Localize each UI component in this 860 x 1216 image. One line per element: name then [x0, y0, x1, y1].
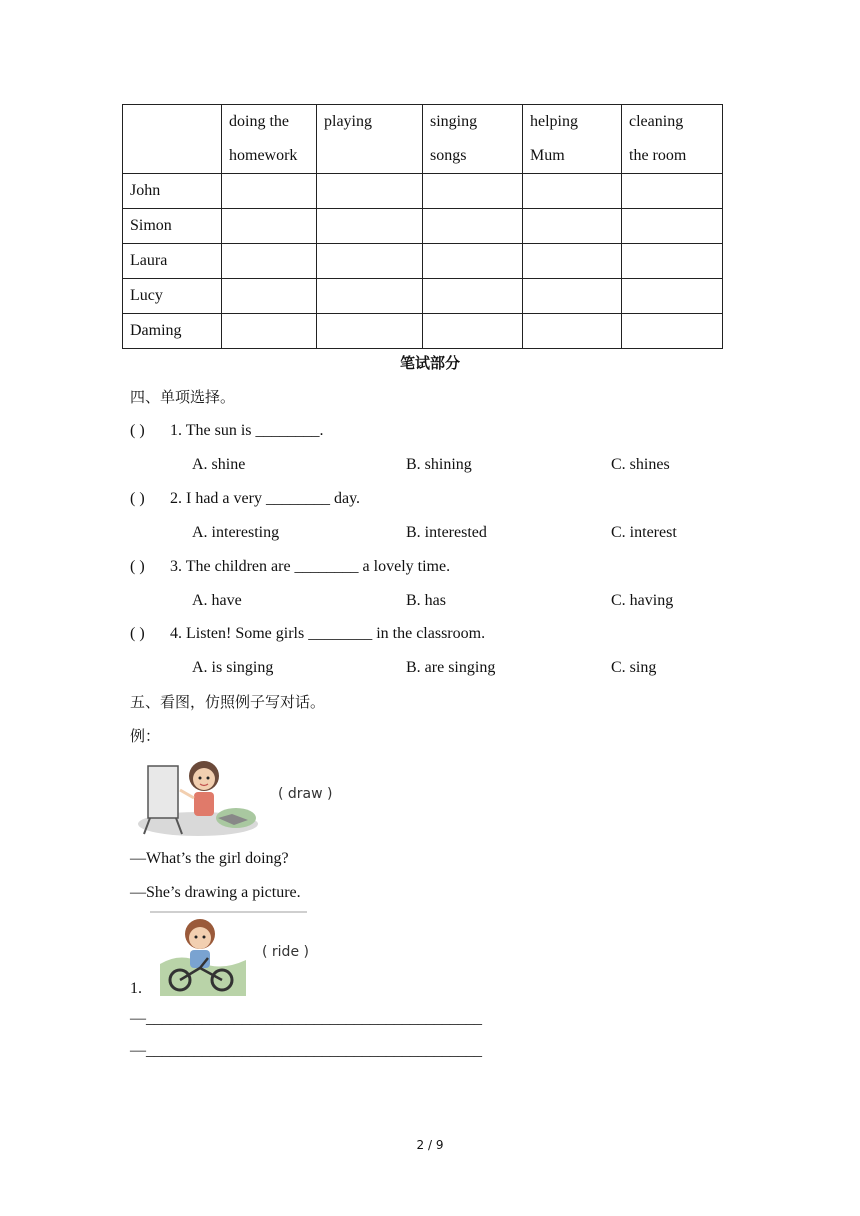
- blank-cell[interactable]: [423, 209, 523, 244]
- blank-cell[interactable]: [622, 174, 723, 209]
- answer-paren[interactable]: ( ): [130, 422, 145, 439]
- example-answer: —She’s drawing a picture.: [130, 884, 301, 901]
- blank-cell[interactable]: [523, 174, 622, 209]
- answer-paren[interactable]: ( ): [130, 490, 145, 507]
- question-2: [130, 488, 360, 510]
- blank-cell[interactable]: [317, 279, 423, 314]
- blank-cell[interactable]: [222, 279, 317, 314]
- option-a: A. have: [192, 592, 242, 609]
- table-header-cell: singing songs: [423, 105, 523, 174]
- blank-cell[interactable]: [317, 209, 423, 244]
- item1-hint: ( ride ): [262, 944, 309, 960]
- example-question: —What’s the girl doing?: [130, 850, 289, 867]
- option-c: C. interest: [611, 524, 677, 541]
- blank-cell[interactable]: [423, 314, 523, 349]
- row-name: Lucy: [123, 279, 222, 314]
- table-row: [123, 314, 723, 349]
- option-c: C. having: [611, 592, 674, 609]
- divider: [150, 911, 307, 913]
- item1-number: 1.: [130, 980, 142, 997]
- blank-cell[interactable]: [222, 244, 317, 279]
- activity-table: [122, 104, 723, 349]
- blank-cell[interactable]: [423, 279, 523, 314]
- blank-cell[interactable]: [622, 314, 723, 349]
- option-a: A. interesting: [192, 524, 280, 541]
- row-name: Daming: [123, 314, 222, 349]
- row-name: Laura: [123, 244, 222, 279]
- table-header-row: [123, 105, 723, 174]
- blank-cell[interactable]: [523, 314, 622, 349]
- answer-paren[interactable]: ( ): [130, 558, 145, 575]
- blank-cell[interactable]: [222, 209, 317, 244]
- question-3: [130, 556, 450, 578]
- section4-heading: 四、单项选择。: [130, 388, 236, 406]
- section-title: 笔试部分: [399, 354, 460, 372]
- example-hint: ( draw ): [278, 786, 333, 802]
- blank-cell[interactable]: [523, 279, 622, 314]
- answer-blank-2[interactable]: —__________________________________________: [130, 1042, 482, 1059]
- blank-cell[interactable]: [317, 314, 423, 349]
- table-row: [123, 244, 723, 279]
- answer-blank-1[interactable]: —__________________________________________: [130, 1010, 482, 1027]
- question-4: [130, 623, 485, 645]
- blank-cell[interactable]: [622, 209, 723, 244]
- page-number: 2 / 9: [416, 1138, 444, 1152]
- blank-cell[interactable]: [523, 209, 622, 244]
- question-text: 1. The sun is ________.: [170, 422, 324, 439]
- option-c: C. sing: [611, 659, 657, 676]
- blank-cell[interactable]: [622, 279, 723, 314]
- table-header-cell: helping Mum: [523, 105, 622, 174]
- blank-cell[interactable]: [222, 174, 317, 209]
- blank-cell[interactable]: [317, 244, 423, 279]
- table-header-cell: doing the homework: [222, 105, 317, 174]
- option-a: A. shine: [192, 456, 246, 473]
- option-b: B. interested: [406, 524, 487, 541]
- answer-paren[interactable]: ( ): [130, 625, 145, 642]
- table-header-cell: [123, 105, 222, 174]
- blank-cell[interactable]: [423, 174, 523, 209]
- option-c: C. shines: [611, 456, 670, 473]
- option-b: B. has: [406, 592, 446, 609]
- table-row: [123, 209, 723, 244]
- table-header-cell: playing: [317, 105, 423, 174]
- question-1: [130, 420, 323, 442]
- blank-cell[interactable]: [222, 314, 317, 349]
- blank-cell[interactable]: [423, 244, 523, 279]
- blank-cell[interactable]: [523, 244, 622, 279]
- question-text: 2. I had a very ________ day.: [170, 490, 361, 507]
- table-header-cell: cleaning the room: [622, 105, 723, 174]
- option-b: B. are singing: [406, 659, 496, 676]
- question-text: 3. The children are ________ a lovely time.: [170, 558, 451, 575]
- girl-drawing-picture: [136, 754, 262, 838]
- table-row: [123, 174, 723, 209]
- option-b: B. shining: [406, 456, 472, 473]
- section5-heading: 五、看图，仿照例子写对话。: [130, 693, 326, 711]
- question-text: 4. Listen! Some girls ________ in the classroom.: [170, 625, 486, 642]
- blank-cell[interactable]: [317, 174, 423, 209]
- row-name: John: [123, 174, 222, 209]
- example-label: 例：: [130, 727, 161, 745]
- blank-cell[interactable]: [622, 244, 723, 279]
- boy-riding-picture: [160, 914, 246, 996]
- row-name: Simon: [123, 209, 222, 244]
- table-row: [123, 279, 723, 314]
- option-a: A. is singing: [192, 659, 274, 676]
